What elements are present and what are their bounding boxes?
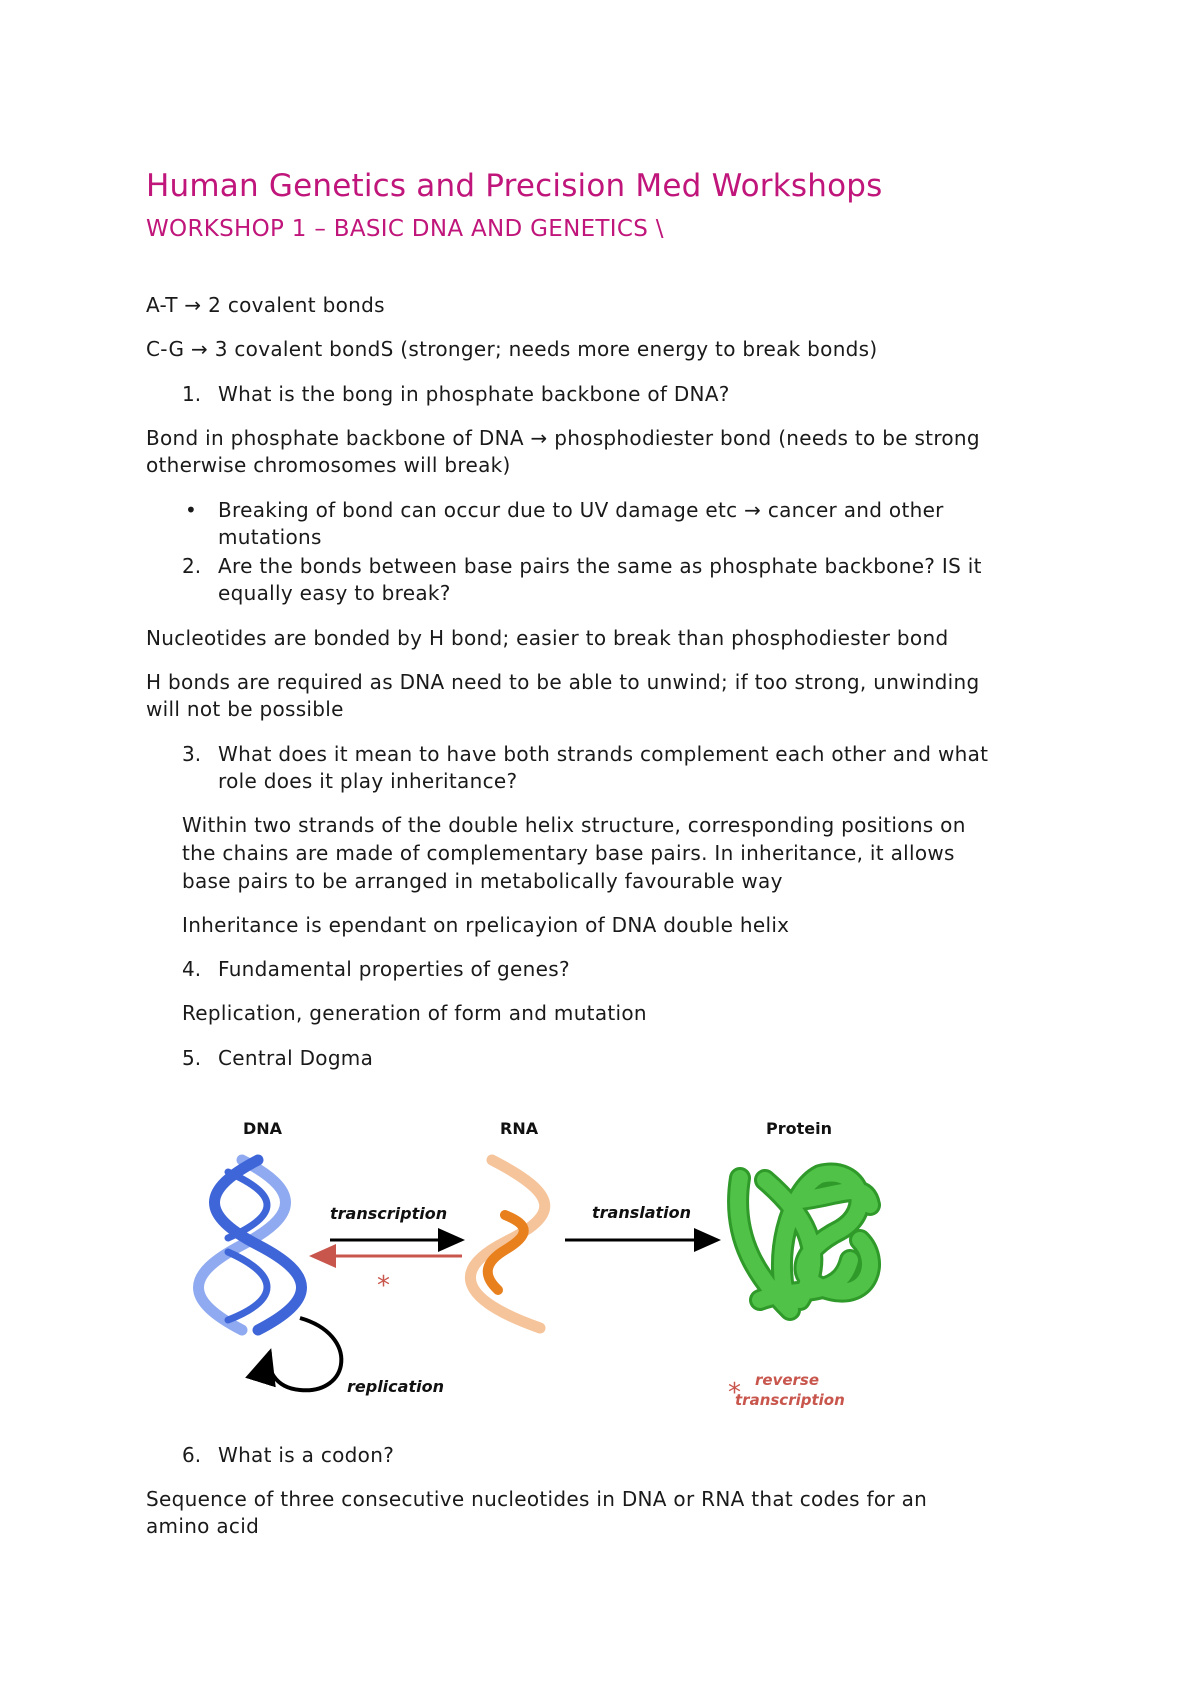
protein-label: Protein bbox=[766, 1119, 832, 1138]
translation-label: translation bbox=[592, 1203, 692, 1222]
reverse-label-1: reverse bbox=[755, 1371, 820, 1389]
answer-2b-line-1: H bonds are required as DNA need to be able to unwind; if too strong, unwinding bbox=[146, 670, 980, 694]
dna-helix bbox=[199, 1160, 302, 1330]
question-3-number: 3. bbox=[182, 742, 202, 766]
answer-2b-line-2: will not be possible bbox=[146, 697, 344, 721]
question-2-line-2: equally easy to break? bbox=[218, 581, 451, 605]
question-1: What is the bong in phosphate backbone of DNA? bbox=[218, 382, 730, 406]
arrow-icon: → bbox=[190, 337, 209, 361]
answer-2a: Nucleotides are bonded by H bond; easier to break than phosphodiester bond bbox=[146, 626, 949, 650]
reverse-label-2: transcription bbox=[735, 1391, 845, 1409]
answer-6-line-1: Sequence of three consecutive nucleotides in DNA or RNA that codes for an bbox=[146, 1487, 928, 1511]
transcription-label: transcription bbox=[330, 1204, 448, 1223]
question-5-number: 5. bbox=[182, 1046, 202, 1070]
answer-6-line-2: amino acid bbox=[146, 1514, 260, 1538]
arrow-icon: → bbox=[530, 426, 548, 450]
document-title: Human Genetics and Precision Med Workshops bbox=[146, 168, 883, 204]
reverse-asterisk: * bbox=[377, 1271, 390, 1301]
answer-1-line-2: otherwise chromosomes will break) bbox=[146, 453, 511, 477]
answer-1-post: phosphodiester bond (needs to be strong bbox=[547, 426, 980, 450]
arrow-icon: → bbox=[744, 498, 762, 522]
at-pair: A-T bbox=[146, 293, 178, 317]
cg-bond-text: 3 covalent bondS (stronger; needs more energy to break bonds) bbox=[208, 337, 878, 361]
rna-label: RNA bbox=[500, 1119, 539, 1138]
replication-label: replication bbox=[347, 1377, 444, 1396]
question-3-line-2: role does it play inheritance? bbox=[218, 769, 518, 793]
question-6: What is a codon? bbox=[218, 1443, 395, 1467]
bullet-icon: • bbox=[185, 498, 197, 522]
bullet-post: cancer and other bbox=[761, 498, 944, 522]
question-4-number: 4. bbox=[182, 957, 202, 981]
bullet-pre: Breaking of bond can occur due to UV damage etc bbox=[218, 498, 738, 522]
arrow-icon: → bbox=[184, 293, 202, 317]
replication-arrow bbox=[269, 1318, 342, 1390]
question-4: Fundamental properties of genes? bbox=[218, 957, 570, 981]
answer-3a-line-2: the chains are made of complementary base pairs. In inheritance, it allows bbox=[182, 841, 955, 865]
bullet-line-2: mutations bbox=[218, 525, 322, 549]
cg-pair: C-G bbox=[146, 337, 185, 361]
workshop-subtitle: WORKSHOP 1 – BASIC DNA AND GENETICS \ bbox=[146, 216, 664, 242]
question-2-number: 2. bbox=[182, 554, 202, 578]
question-6-number: 6. bbox=[182, 1443, 202, 1467]
answer-3a-line-3: base pairs to be arranged in metabolically favourable way bbox=[182, 869, 783, 893]
answer-3b: Inheritance is ependant on rpelicayion of DNA double helix bbox=[182, 913, 790, 937]
answer-3a-line-1: Within two strands of the double helix structure, corresponding positions on bbox=[182, 813, 966, 837]
question-5: Central Dogma bbox=[218, 1046, 374, 1070]
dna-label: DNA bbox=[243, 1119, 283, 1138]
at-bond-text: 2 covalent bonds bbox=[201, 293, 385, 317]
rna-strand bbox=[470, 1160, 544, 1328]
question-3-line-1: What does it mean to have both strands complement each other and what bbox=[218, 742, 989, 766]
question-1-number: 1. bbox=[182, 382, 202, 406]
answer-4: Replication, generation of form and mutation bbox=[182, 1001, 647, 1025]
legend-asterisk: * bbox=[728, 1378, 741, 1408]
protein-structure bbox=[738, 1174, 870, 1310]
question-2-line-1: Are the bonds between base pairs the same as phosphate backbone? IS it bbox=[218, 554, 982, 578]
answer-1-pre: Bond in phosphate backbone of DNA bbox=[146, 426, 524, 450]
